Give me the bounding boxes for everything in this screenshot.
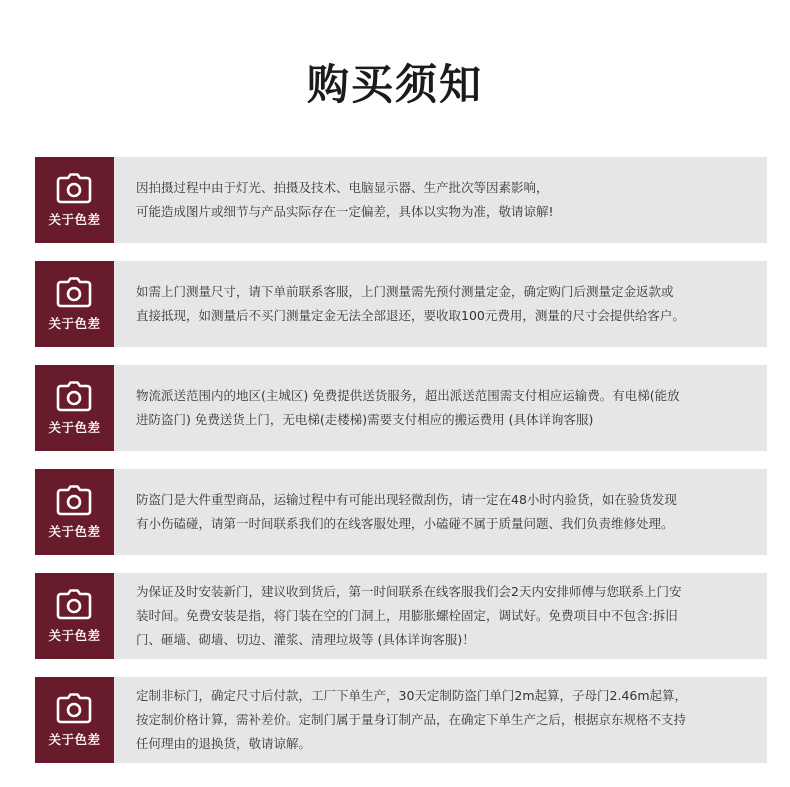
camera-icon	[56, 380, 92, 412]
page-title: 购买须知	[306, 60, 483, 109]
notice-badge	[35, 365, 114, 451]
notice-item	[35, 157, 767, 243]
badge-label: 关于色差	[48, 316, 101, 331]
camera-icon	[56, 172, 92, 204]
notice-badge	[35, 157, 114, 243]
notice-item	[35, 677, 767, 763]
notice-badge	[35, 573, 114, 659]
notice-text: 因拍摄过程中由于灯光、拍摄及技术、电脑显示器、生产批次等因素影响， 可能造成图片或细节与产品实际存在一定偏差，具体以实物为准，敬请谅解!	[136, 180, 554, 219]
camera-icon	[56, 276, 92, 308]
camera-icon	[56, 588, 92, 620]
notice-text: 物流派送范围内的地区(主城区) 免费提供送货服务，超出派送范围需支付相应运输费。有电梯(能放 进防盗门) 免费送货上门，无电梯(走楼梯)需要支付相应的搬运费用 (具体详询客服)	[136, 388, 680, 427]
badge-label: 关于色差	[48, 524, 101, 539]
notice-item	[35, 261, 767, 347]
notice-list	[35, 157, 767, 781]
badge-label: 关于色差	[48, 420, 101, 435]
notice-text: 防盗门是大件重型商品，运输过程中有可能出现轻微刮伤，请一定在48小时内验货，如在验货发现 有小伤磕碰，请第一时间联系我们的在线客服处理，小磕碰不属于质量问题、我们负责维修处理。	[136, 492, 677, 531]
notice-text: 如需上门测量尺寸，请下单前联系客服，上门测量需先预付测量定金，确定购门后测量定金返款或 直接抵现，如测量后不买门测量定金无法全部退还，要收取100元费用，测量的尺寸会提供给客户。	[136, 284, 685, 323]
camera-icon	[56, 484, 92, 516]
notice-badge	[35, 677, 114, 763]
camera-icon	[56, 692, 92, 724]
badge-label: 关于色差	[48, 212, 101, 227]
notice-item	[35, 365, 767, 451]
badge-label: 关于色差	[48, 732, 101, 747]
notice-badge	[35, 261, 114, 347]
badge-label: 关于色差	[48, 628, 101, 643]
notice-item	[35, 573, 767, 659]
notice-text: 定制非标门，确定尺寸后付款，工厂下单生产，30天定制防盗门单门2m起算，子母门2.46m起算， 按定制价格计算，需补差价。定制门属于量身订制产品，在确定下单生产之后，根据京东规格不支持 任何理由的退换货，敬请谅解。	[136, 688, 688, 751]
notice-item	[35, 469, 767, 555]
notice-badge	[35, 469, 114, 555]
notice-text: 为保证及时安装新门，建议收到货后，第一时间联系在线客服我们会2天内安排师傅与您联系上门安 装时间。免费安装是指，将门装在空的门洞上，用膨胀螺栓固定，调试好。免费项目中不包含:拆旧 门、砸墙、砌墙、切边、灌浆、清理垃圾等 (具体详询客服)！	[136, 584, 682, 647]
